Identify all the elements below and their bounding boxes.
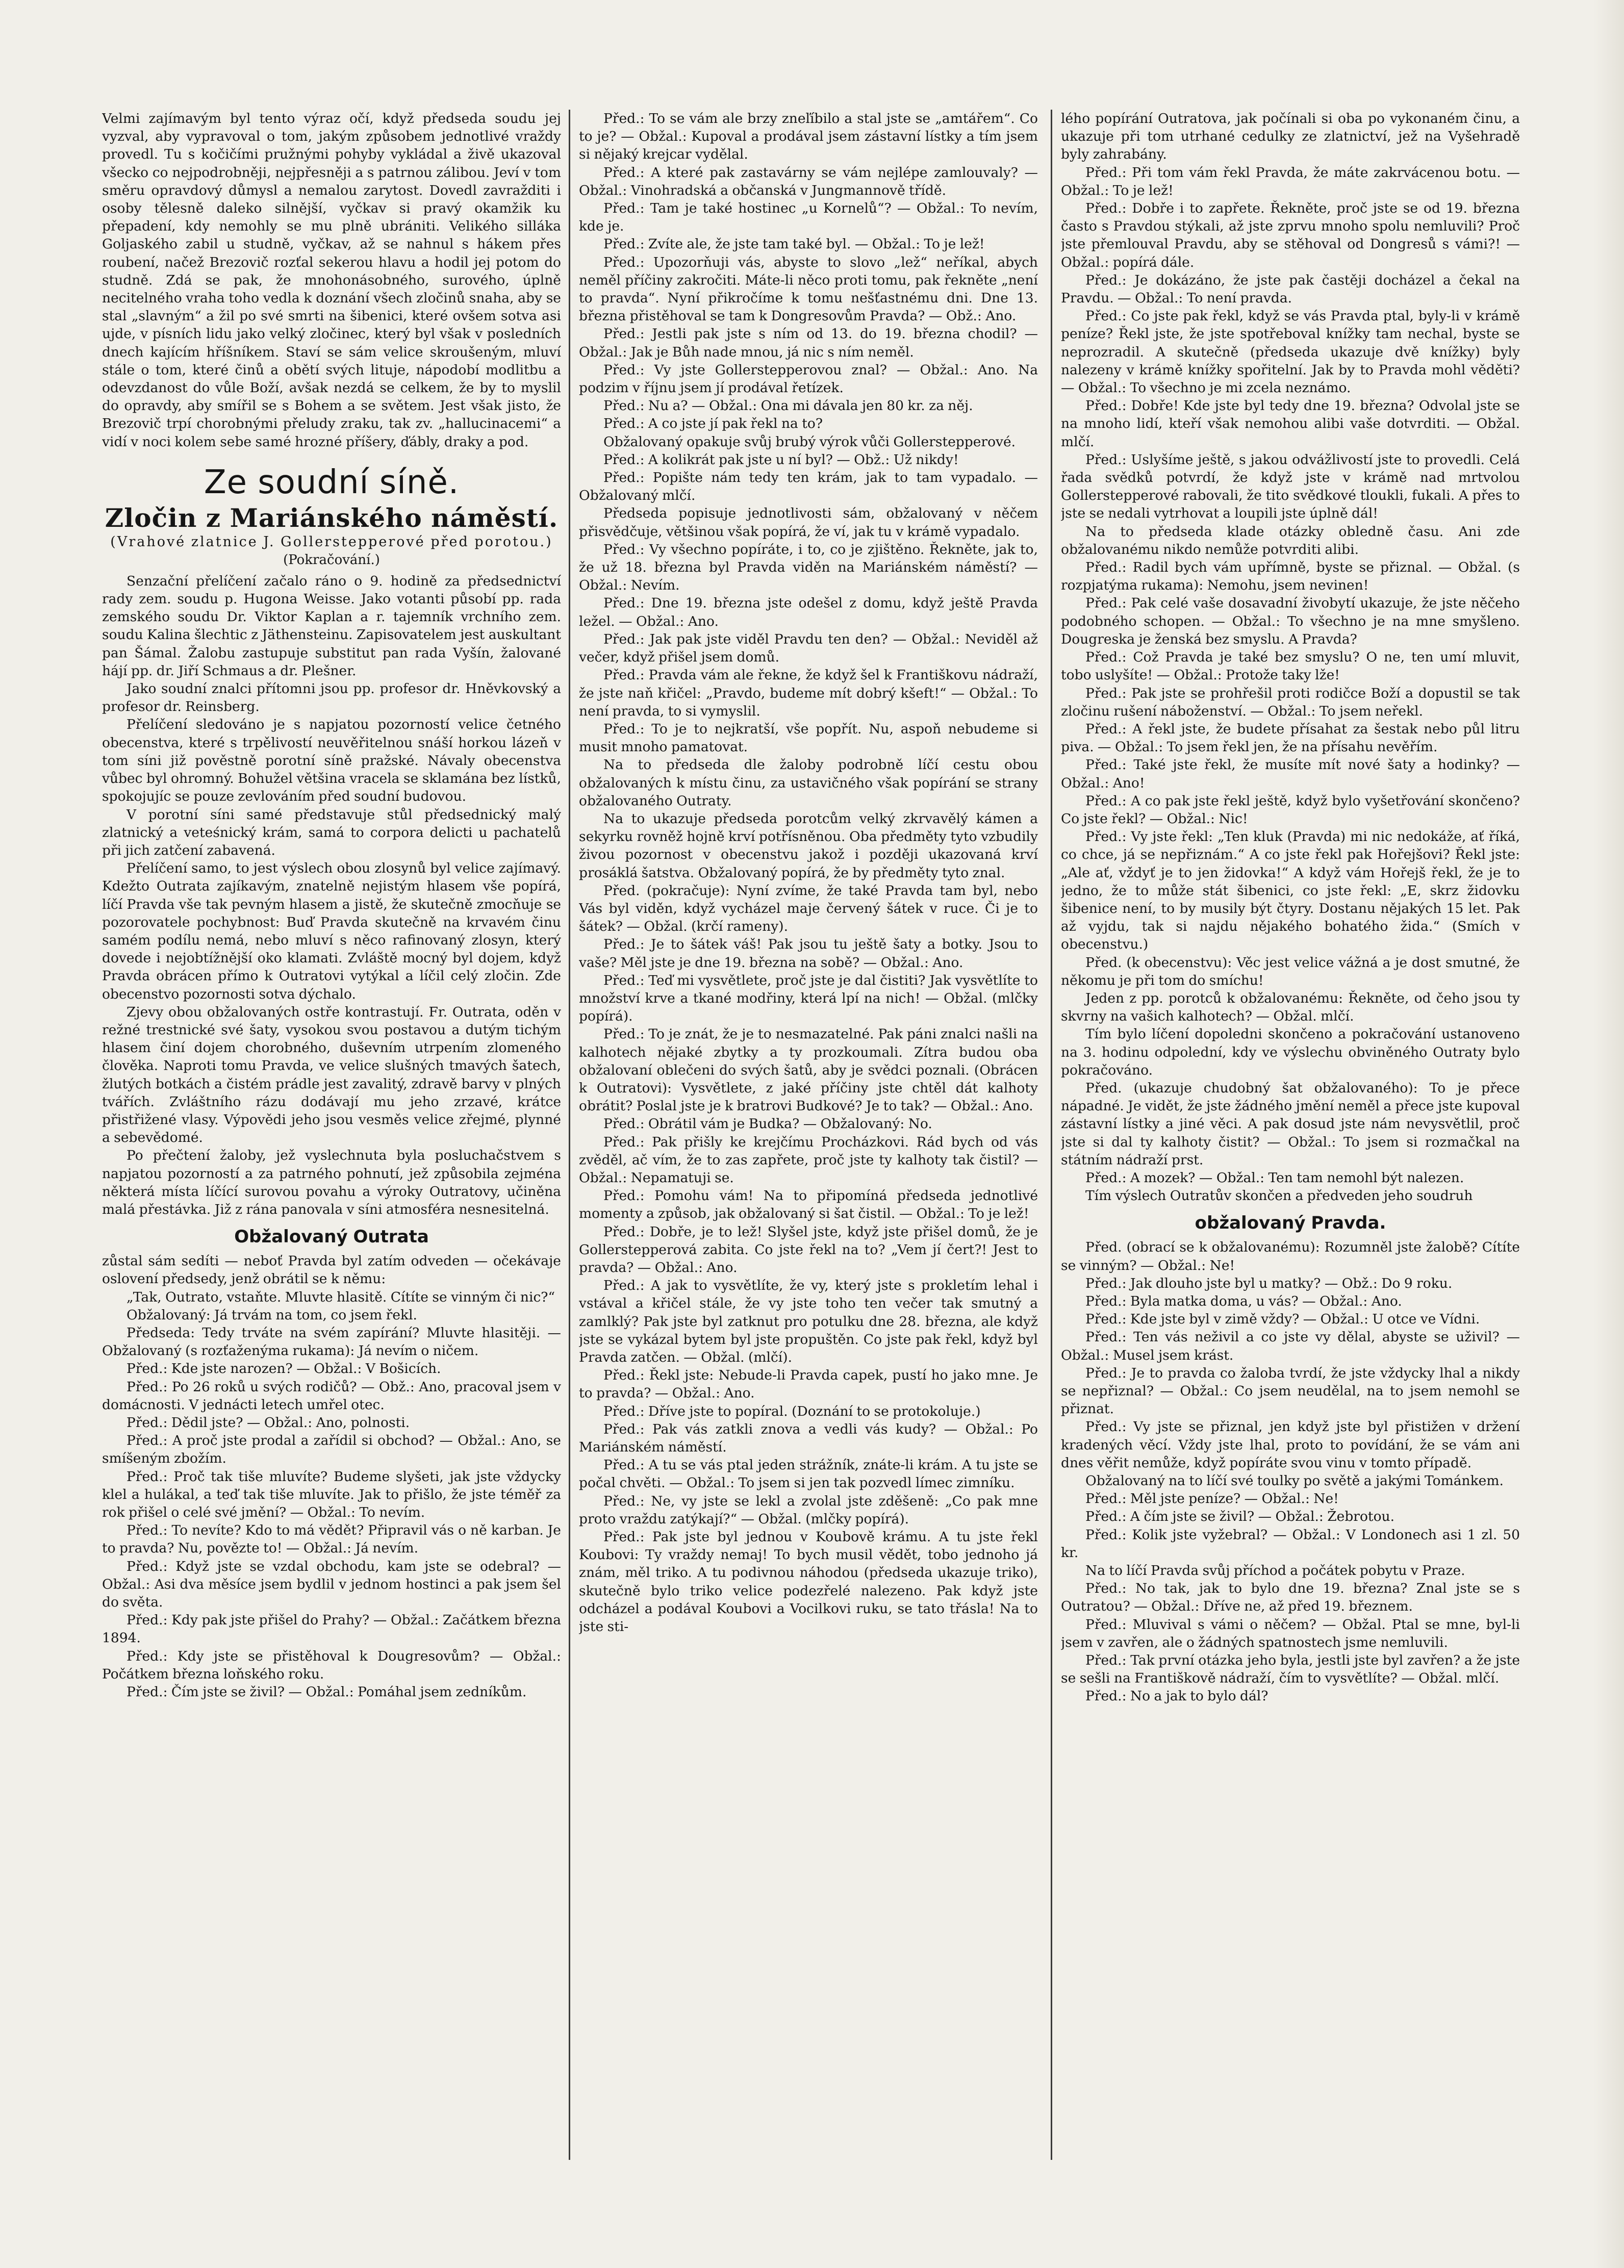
paragraph: Před.: Ten vás neživil a co jste vy dělal, abyste se uživil? — Obžal.: Musel jsem krást. xyxy=(1061,1329,1520,1363)
paragraph: Před.: Jak pak jste viděl Pravdu ten den? — Obžal.: Neviděl až večer, když přišel jsem domů. xyxy=(579,631,1038,666)
paragraph: Před.: Dědil jste? — Obžal.: Ano, polnosti. xyxy=(126,1415,410,1431)
column-1 xyxy=(102,110,561,2170)
paragraph: Před.: Jestli pak jste s ním od 13. do 19. března chodil? — Obžal.: Jak je Bůh nade mnou, já nic s ním neměl. xyxy=(579,326,1038,360)
paragraph: Před.: Což Pravda je také bez smyslu? O ne, ten umí mluvit, tobo uslyšíte! — Obžal.: Protože taky lže! xyxy=(1061,649,1520,683)
paragraph: Před.: Také jste řekl, že musíte mít nové šaty a hodinky? — Obžal.: Ano! xyxy=(1061,757,1520,791)
paragraph: Před.: Tam je také hostinec „u Kornelů“? — Obžal.: To nevím, kde je. xyxy=(579,200,1038,235)
paragraph: Před. (k obecenstvu): Věc jest velice vážná a je dost smutné, že někomu je při tom do smíchu! xyxy=(1061,954,1520,988)
paragraph: Před.: Jak dlouho jste byl u matky? — Obž.: Do 9 roku. xyxy=(1085,1275,1453,1291)
paragraph: Jeden z pp. porotců k obžalovanému: Řekněte, od čeho jsou ty skvrny na vašich kalhotech? — Obžal. mlčí. xyxy=(1061,990,1520,1025)
paragraph: Před.: A kolikrát pak jste u ní byl? — Obž.: Už nikdy! xyxy=(603,451,959,468)
paragraph: Před.: Dobře, je to lež! Slyšel jste, když jste přišel domů, že je Gollerstepperová zabita. Co jste řekl na to? „Vem jí čert?! Jest to pravda? — Obžal.: Ano. xyxy=(579,1224,1038,1276)
paragraph: Před.: To je to nejkratší, vše popřít. Nu, aspoň nebudeme si musit mnoho pamatovat. xyxy=(579,721,1038,755)
paragraph: Jako soudní znalci přítomni jsou pp. profesor dr. Hněvkovský a profesor dr. Reinsberg. xyxy=(102,681,561,715)
paragraph: Před.: No tak, jak to bylo dne 19. března? Znal jste se s Outratou? — Obžal.: Dříve ne, až před 19. březnem. xyxy=(1061,1581,1520,1615)
paragraph: Před.: Teď mi vysvětlete, proč jste je dal čistiti? Jak vysvětlíte to množství krve a tkané modřiny, která lpí na nich! — Obžal. (mlčky popírá). xyxy=(579,972,1038,1025)
paragraph: Před.: A proč jste prodal a zařídil si obchod? — Obžal.: Ano, se smíšeným zbožím. xyxy=(102,1433,561,1467)
paragraph: Před.: Pak jste byl jednou v Koubově krámu. A tu jste řekl Koubovi: Ty vraždy nemaj! To bych musil vědět, tobo jednoho já znám, měl triko. A tu podivnou náhodou (předseda ukazuje triko), skutečně bylo triko velice podezřelé nalezeno. Pak když jste odcházel a podával Koubovi a Vocilkovi ruku, se tato třásla! Na to jste sti- xyxy=(579,1529,1038,1635)
paragraph: Před.: Čím jste se živil? — Obžal.: Pomáhal jsem zedníkům. xyxy=(126,1684,527,1700)
newspaper-page xyxy=(102,110,1540,2165)
paragraph: Před.: Je to pravda co žaloba tvrdí, že jste vždycky lhal a nikdy se nepřiznal? — Obžal.: Co jsem neudělal, na to jsem nemohl se přiznat. xyxy=(1061,1365,1520,1417)
paragraph: Před.: Popište nám tedy ten krám, jak to tam vypadalo. — Obžalovaný mlčí. xyxy=(579,470,1038,504)
paragraph: Před.: A co pak jste řekl ještě, když bylo vyšetřování skončeno? Co jste řekl? — Obžal.: Nic! xyxy=(1061,793,1520,827)
paragraph: Před.: Upozorňuji vás, abyste to slovo „lež“ neříkal, abych neměl příčiny zakročiti. Máte-li něco proti tomu, pak řekněte „není to pravda“. Nyní přikročíme k tomu nešťastnému dni. Dne 13. března přistěhoval se tam k Dongresovům Pravda? — Obž.: Ano. xyxy=(579,254,1038,324)
paragraph: Na to líčí Pravda svůj příchod a počátek pobytu v Praze. xyxy=(1085,1563,1465,1579)
paragraph: Před.: Po 26 roků u svých rodičů? — Obž.: Ano, pracoval jsem v domácnosti. V jednácti letech umřel otec. xyxy=(102,1379,561,1413)
paragraph: Na to předseda klade otázky obledně času. Ani zde obžalovanému nikdo nemůže potvrditi alibi. xyxy=(1061,523,1520,557)
column-divider xyxy=(569,110,570,2160)
paragraph: Po přečtení žaloby, jež vyslechnuta byla posluchačstvem s napjatou pozorností a za patrného pohnutí, jež způsobila zejména některá místa líčící surovou povahu a výroky Outratovy, učiněna malá přestávka. Již z rána panovala v síni atmosféra nesnesitelná. xyxy=(102,1148,561,1217)
paragraph: Na to předseda dle žaloby podrobně líčí cestu obou obžalovaných k místu činu, za ustavičného však popírání se strany obžalovaného Outraty. xyxy=(579,757,1038,809)
paragraph: Před.: Kde jste narozen? — Obžal.: V Bošicích. xyxy=(126,1361,441,1377)
continuation-note: (Pokračování.) xyxy=(283,552,380,568)
paragraph: Před.: Proč tak tiše mluvíte? Budeme slyšeti, jak jste vždycky klel a hulákal, a teď tak tiše mluvíte. Jak to přišlo, že jste téměř za rok přišel o celé své jmění? — Obžal.: To nevím. xyxy=(102,1468,561,1521)
subheading-pravda: obžalovaný Pravda. xyxy=(1195,1213,1386,1234)
paragraph: Před.: A které pak zastavárny se vám nejlépe zamlouvaly? — Obžal.: Vinohradská a občanská v Jungmannově třídě. xyxy=(579,164,1038,198)
paragraph: Obžalovaný na to líčí své toulky po světě a jakými Tománkem. xyxy=(1085,1473,1504,1489)
paragraph: Před. (pokračuje): Nyní zvíme, že také Pravda tam byl, nebo Vás byl viděn, když vycházel maje červený šátek v ruce. Či je to šátek? — Obžal. (krčí rameny). xyxy=(579,882,1038,935)
paragraph: Před.: Při tom vám řekl Pravda, že máte zakrvácenou botu. — Obžal.: To je lež! xyxy=(1061,164,1520,198)
paragraph: Před.: Tak první otázka jeho byla, jestli jste byl zavřen? a že jste se sešli na Františkově nádraží, čím to vysvětlíte? — Obžal. mlčí. xyxy=(1061,1652,1520,1687)
paragraph: Před.: Vy jste se přiznal, jen když jste byl přistižen v držení kradených věcí. Vždy jste lhal, proto to povídání, že se vám ani dnes věřit nemůže, když popíráte svou vinu v tomto případě. xyxy=(1061,1419,1520,1471)
paragraph: Před.: Je dokázáno, že jste pak častěji docházel a čekal na Pravdu. — Obžal.: To není pravda. xyxy=(1061,272,1520,307)
paragraph: Před.: Kdy jste se přistěhoval k Dougresovům? — Obžal.: Počátkem března loňského roku. xyxy=(102,1648,561,1682)
paragraph: Před. (obrací se k obžalovanému): Rozumněl jste žalobě? Cítíte se vinným? — Obžal.: Ne! xyxy=(1061,1239,1520,1273)
subheading-outrata: Obžalovaný Outrata xyxy=(234,1227,429,1247)
paragraph: Před.: Pak celé vaše dosavadní živobytí ukazuje, že jste něčeho podobného schopen. — Obžal.: To všechno je na mne smyšleno. Dougreska je ženská bez smyslu. A Pravda? xyxy=(1061,595,1520,647)
paragraph: Před.: Obrátil vám je Budka? — Obžalovaný: No. xyxy=(603,1116,932,1132)
paragraph: Před.: Dobře! Kde jste byl tedy dne 19. března? Odvolal jste se na mnoho lidí, kteří však nemohou alibi vaše dotvrditi. — Obžal. mlčí. xyxy=(1061,398,1520,450)
paragraph: Před.: Pak vás zatkli znova a vedli vás kudy? — Obžal.: Po Mariánském náměstí. xyxy=(579,1421,1038,1456)
paragraph: Před.: Byla matka doma, u vás? — Obžal.: Ano. xyxy=(1085,1293,1402,1309)
paragraph: Před.: A co jste jí pak řekl na to? xyxy=(603,416,823,432)
paragraph: Před. (ukazuje chudobný šat obžalovaného): To je přece nápadné. Je vidět, že jste žádného jmění neměl a přece jste kupoval zástavní lístky a jiné věci. A pak dosud jste nám nevysvětlil, proč jste si dal ty kalhoty čistit? — Obžal.: To jsem si rozmačkal na státním nádraží prst. xyxy=(1061,1080,1520,1168)
paragraph: Před.: Kolik jste vyžebral? — Obžal.: V Londonech asi 1 zl. 50 kr. xyxy=(1061,1526,1520,1561)
page-edge-shadow xyxy=(1593,0,1624,2268)
paragraph: Na to ukazuje předseda porotcům velký zkrvavělý kámen a sekyrku rovněž hojně krví potřísněnou. Oba předměty tyto vzbudily živou pozornost v obecenstvu jakož i později ukazovaná krví prosáklá šatstva. Obžalovaný popírá, že by předměty tyto znal. xyxy=(579,810,1038,881)
paragraph: Před.: A čím jste se živil? — Obžal.: Žebrotou. xyxy=(1085,1509,1395,1525)
paragraph: Před.: To nevíte? Kdo to má vědět? Připravil vás o ně karban. Je to pravda? Nu, povězte to! — Obžal.: Já nevím. xyxy=(102,1522,561,1557)
paragraph: Před.: Co jste pak řekl, když se vás Pravda ptal, byly-li v krámě peníze? Řekl jste, že jste spotřeboval knížky tam nechal, byste se neprozradil. A skutečně (předseda ukazuje dvě knížky) byly nalezeny v krámě knížky spořitelní. Jak by to Pravda mohl věděti? — Obžal.: To všechno je mi zcela neznámo. xyxy=(1061,308,1520,396)
paragraph: Před.: Vy jste Gollerstepperovou znal? — Obžal.: Ano. Na podzim v říjnu jsem jí prodával řetízek. xyxy=(579,362,1038,396)
paragraph: Před.: Vy všechno popíráte, i to, co je zjištěno. Řekněte, jak to, že už 18. března byl Pravda viděn na Mariánském náměstí? — Obžal.: Nevím. xyxy=(579,541,1038,594)
paragraph: Před.: Mluvival s vámi o něčem? — Obžal. Ptal se mne, byl-li jsem v zavřen, ale o žádných spatnostech jsme nemluvili. xyxy=(1061,1616,1520,1650)
paragraph: zůstal sám sedíti — neboť Pravda byl zatím odveden — očekávaje oslovení předsedy, jenž obrátil se k němu: xyxy=(102,1253,561,1287)
paragraph: Před.: A jak to vysvětlíte, že vy, který jste s prokletím lehal i vstával a křičel stále, že vy jste toho ten večer tak smutný a zamlklý? Pak jste byl zatknut pro potulku dne 28. března, ale když jste se vykázal bytem byl jste propuštěn. Co jste pak řekl, když byl Pravda zatčen. — Obžal. (mlčí). xyxy=(579,1278,1038,1366)
paragraph: Před.: Kde jste byl v zimě vždy? — Obžal.: U otce ve Vídni. xyxy=(1085,1311,1480,1328)
paragraph: Obžalovaný opakuje svůj brubý výrok vůči Gollerstepperové. xyxy=(603,434,1016,450)
paragraph: Před.: Pravda vám ale řekne, že když šel k Františkovu nádraží, že jste naň křičel: „Pravdo, budeme mít dobrý kšeft!“ — Obžal.: To není pravda, to si vymyslil. xyxy=(579,667,1038,719)
paragraph: Zjevy obou obžalovaných ostře kontrastují. Fr. Outrata, oděn v režné trestnické své šaty, vysokou svou postavou a dutým tichým hlasem činí dojem chorobného, duševním utrpením zlomeného člověka. Naproti tomu Pravda, ve velice slušných tmavých šatech, žlutých botkách a čistém prádle jest zavalitý, zdravě barvy v plných tvářích. Zvláštního rázu dodávají mu jeho zrzavé, krátce přistřižené vlasy. Výpovědi jeho jsou vesměs velice zřejmé, plynné a sebevědomé. xyxy=(102,1004,561,1146)
paragraph: V porotní síni samé představuje stůl předsednický malý zlatnický a veteśnický krám, samá to corpora delicti u pachatelů při jich zatčení zabavená. xyxy=(102,806,561,858)
paragraph: Před.: Měl jste peníze? — Obžal.: Ne! xyxy=(1085,1491,1339,1507)
paragraph: Tím výslech Outratův skončen a předveden jeho soudruh xyxy=(1085,1188,1473,1204)
article-subtitle: (Vrahové zlatnice J. Gollerstepperové před porotou.) xyxy=(110,533,553,550)
column-3 xyxy=(1061,110,1520,2170)
paragraph: Před.: Radil bych vám upřímně, byste se přiznal. — Obžal. (s rozpjatýma rukama): Nemohu, jsem nevinen! xyxy=(1061,559,1520,594)
paragraph: Před.: To se vám ale brzy zneľíbilo a stal jste se „amtářem“. Co to je? — Obžal.: Kupoval a prodával jsem zástavní lístky a tím jsem si nějaký krejcar vydělal. xyxy=(579,111,1038,163)
paragraph: Tím bylo líčení dopoledni skončeno a pokračování ustanoveno na 3. hodinu odpolední, kdy ve výslechu obviněného Outraty bylo pokračováno. xyxy=(1061,1026,1520,1078)
paragraph: Před.: Dobře i to zapřete. Řekněte, proč jste se od 19. března často s Pravdou stýkali, až jste zprvu mnoho spolu nemluvili? Proč jste přemlouval Pravdu, aby se stěhoval od Dongresů s vámi?! — Obžal.: popírá dále. xyxy=(1061,200,1520,270)
paragraph: Před.: Uslyšíme ještě, s jakou odvážlivostí jste to provedli. Celá řada svědků potvrdí, že když jste v krámě nad mrtvolou Gollerstepperové rabovali, že tito svědkové tloukli, fukali. A přes to jste se nedali vytrhovat a loupili jste úplně dál! xyxy=(1061,451,1520,522)
paragraph: Před.: No a jak to bylo dál? xyxy=(1085,1688,1268,1704)
column-2 xyxy=(579,110,1038,2170)
paragraph: „Tak, Outrato, vstaňte. Mluvte hlasitě. Cítíte se vinným či nic?“ xyxy=(126,1289,555,1305)
paragraph: Před.: To je znát, že je to nesmazatelné. Pak páni znalci našli na kalhotech nějaké zbytky a ty prozkoumali. Zítra budou oba obžalovaní oblečeni do svých šatů, aby je svědci poznali. (Obrácen k Outratovi): Vysvětlete, z jaké příčiny jste chtěl dát kalhoty obrátit? Poslal jste je k bratrovi Budkové? Je to tak? — Obžal.: Ano. xyxy=(579,1026,1038,1114)
paragraph: Předseda popisuje jednotlivosti sám, obžalovaný v něčem přisvědčuje, většinou však popírá, že ví, jak tu v krámě vypadalo. xyxy=(579,505,1038,540)
paragraph: Předseda: Tedy trváte na svém zapírání? Mluvte hlasitěji. — Obžalovaný (s rozťaženýma rukama): Já nevím o ničem. xyxy=(102,1324,561,1359)
paragraph: Před.: Dříve jste to popíral. (Doznání to se protokoluje.) xyxy=(603,1403,981,1419)
paragraph: Obžalovaný: Já trvám na tom, co jsem řekl. xyxy=(126,1307,417,1323)
paragraph: Před.: Vy jste řekl: „Ten kluk (Pravda) mi nic nedokáže, ať říká, co chce, já se nepřiznám.“ A co jste řekl pak Hořejšovi? Řekl jste: „Ale ať, vždyť je to jen židovka!“ A když vám Hořejš řekl, že je to jedno, že to může stát šibenici, co jste řekl: „E, skrz židovku šibenice není, to by musily být čtyry. Dostanu nějakých 15 let. Pak až vyjdu, tak si najdu nějakého bohatého žida.“ (Smích v obecenstvu.) xyxy=(1061,829,1520,953)
paragraph: Před.: Nu a? — Obžal.: Ona mi dávala jen 80 kr. za něj. xyxy=(603,398,973,414)
paragraph: Před.: A tu se vás ptal jeden strážník, znáte-li krám. A tu jste se počal chvěti. — Obžal.: To jsem si jen tak pozvedl límec zimníku. xyxy=(579,1457,1038,1491)
paragraph: Přelíčení sledováno je s napjatou pozorností velice četného obecenstva, které s trpělivostí neuvěřitelnou snáší horkou lázeň v tom síni již pověstně porotní síně pražské. Návaly obecenstva vůbec byl ohromný. Bohužel většina vracela se sklamána bez lístků, spokojujíc se pouze zevlováním před soudní budovou. xyxy=(102,717,561,805)
paragraph: Před.: A řekl jste, že budete přísahat za šestak nebo půl litru piva. — Obžal.: To jsem řekl jen, že na přísahu nevěřím. xyxy=(1061,721,1520,755)
paragraph: Před.: Pak jste se prohřešil proti rodičce Boží a dopustil se tak zločinu rušení náboženství. — Obžal.: To jsem neřekl. xyxy=(1061,685,1520,719)
paragraph: Před.: Je to šátek váš! Pak jsou tu ještě šaty a botky. Jsou to vaše? Měl jste je dne 19. března na sobě? — Obžal.: Ano. xyxy=(579,936,1038,971)
paragraph: Před.: Ne, vy jste se lekl a zvolal jste zděšeně: „Co pak mne proto vraždu zatýkají?“ — Obžal. (mlčky popírá). xyxy=(579,1493,1038,1527)
intro-paragraph: Velmi zajímavým byl tento výraz očí, když předseda soudu jej vyzval, aby vypravoval o tom, jakým způsobem jednotlivé vraždy provedl. Tu s kočičími pružnými pohyby vykládal a živě ukazoval všecko co nejpodrobněji, nejpřesněji a s patrnou zálibou. Jeví v tom směru opravdový důmysl a nemalou zarytost. Dovedl zavražditi i osoby tělesně daleko silnější, vyčkav si pravý okamžik ku přepadení, kdy nemohly se mu plně ubrániti. Velikého silláka Goljaského zabil u studně, vyčkav, až se nahnul s hákem přes roubení, načež Brezovič rozťal sekerou hlavu a hodil jej potom do studně. Zdá se pak, že mnohonásobného, surového, úplně necitelného vraha toho vedla k doznání všech zločinů snaha, aby se stal „slavným“ a žil po své smrti na šibenici, které ovšem sotva asi ujde, v písních lidu jako velký zločinec, který byl však v posledních dnech kajícím hříšníkem. Staví se sám velice skroušeným, mluví stále o tom, které činů a obětí svých lituje, nápodobí modlitbu a odevzdanost do vůle Boží, avšak nezdá se celkem, že by to myslil do opravdy, aby smířil se s Bohem a se světem. Jest však jisto, že Brezovič trpí chorobnými přeludy zraku, tak zv. „hallucinacemi“ a vidí v noci kolem sebe samé hrozné příšery, ďábly, draky a pod. xyxy=(102,111,561,450)
paragraph: lého popírání Outratova, jak počínali si oba po vykonaném činu, a ukazuje při tom utrhané cedulky ze zlatnictví, jež na Vyšehradě byly zahrabány. xyxy=(1061,111,1520,163)
paragraph: Před.: Zvíte ale, že jste tam také byl. — Obžal.: To je lež! xyxy=(603,236,985,252)
paragraph: Před.: A mozek? — Obžal.: Ten tam nemohl být nalezen. xyxy=(1085,1169,1464,1186)
paragraph: Před.: Pomohu vám! Na to připomíná předseda jednotlivé momenty a způsob, jak obžalovaný si šat čistil. — Obžal.: To je lež! xyxy=(579,1188,1038,1222)
section-title: Ze soudní síně. xyxy=(204,463,460,501)
column-divider xyxy=(1051,110,1052,2160)
article-title: Zločin z Mariánského náměstí. xyxy=(105,502,559,533)
paragraph: Senzační přelíčení začalo ráno o 9. hodině za předsednictví rady zem. soudu p. Hugona Weisse. Jako votanti působí pp. rada zemského soudu Dr. Viktor Kaplan a r. tajemník vrchního zem. soudu Kalina šlechtic z Jäthensteinu. Zapisovatelem jest auskultant pan Šámal. Žalobu zastupuje substitut pan rada Vyšín, žalované hájí pp. dr. Jiří Schmaus a dr. Plešner. xyxy=(102,573,561,679)
paragraph: Před.: Když jste se vzdal obchodu, kam jste se odebral? — Obžal.: Asi dva měsíce jsem bydlil v jednom hostinci a pak jsem šel do světa. xyxy=(102,1558,561,1611)
paragraph: Před.: Řekl jste: Nebude-li Pravda capek, pustí ho jako mne. Je to pravda? — Obžal.: Ano. xyxy=(579,1367,1038,1401)
paragraph: Před.: Kdy pak jste přišel do Prahy? — Obžal.: Začátkem března 1894. xyxy=(102,1612,561,1646)
paragraph: Před.: Pak přišly ke krejčímu Procházkovi. Rád bych od vás zvěděl, ač vím, že to zas zapřete, proč jste ty kalhoty tak čistil? — Obžal.: Nepamatuji se. xyxy=(579,1134,1038,1186)
paragraph: Před.: Dne 19. března jste odešel z domu, když ještě Pravda ležel. — Obžal.: Ano. xyxy=(579,595,1038,629)
paragraph: Přelíčení samo, to jest výslech obou zlosynů byl velice zajímavý. Kdežto Outrata zajíkavým, znatelně nejistým hlasem vše popírá, líčí Pravda vše tak pevným hlasem a jistě, že skutečně zmocňuje se pozorovatele pochybnost: Buď Pravda skutečně na krvavém činu samém podílu nemá, nebo mluví s něco rafinovaný zlosyn, který dovede i nejobtížnější oko klamati. Zvláště mocný byl dojem, když Pravda obrácen přímo k Outratovi vytýkal a líčil celý zločin. Zde obecenstvo pozornosti sotva dýchalo. xyxy=(102,860,561,1002)
